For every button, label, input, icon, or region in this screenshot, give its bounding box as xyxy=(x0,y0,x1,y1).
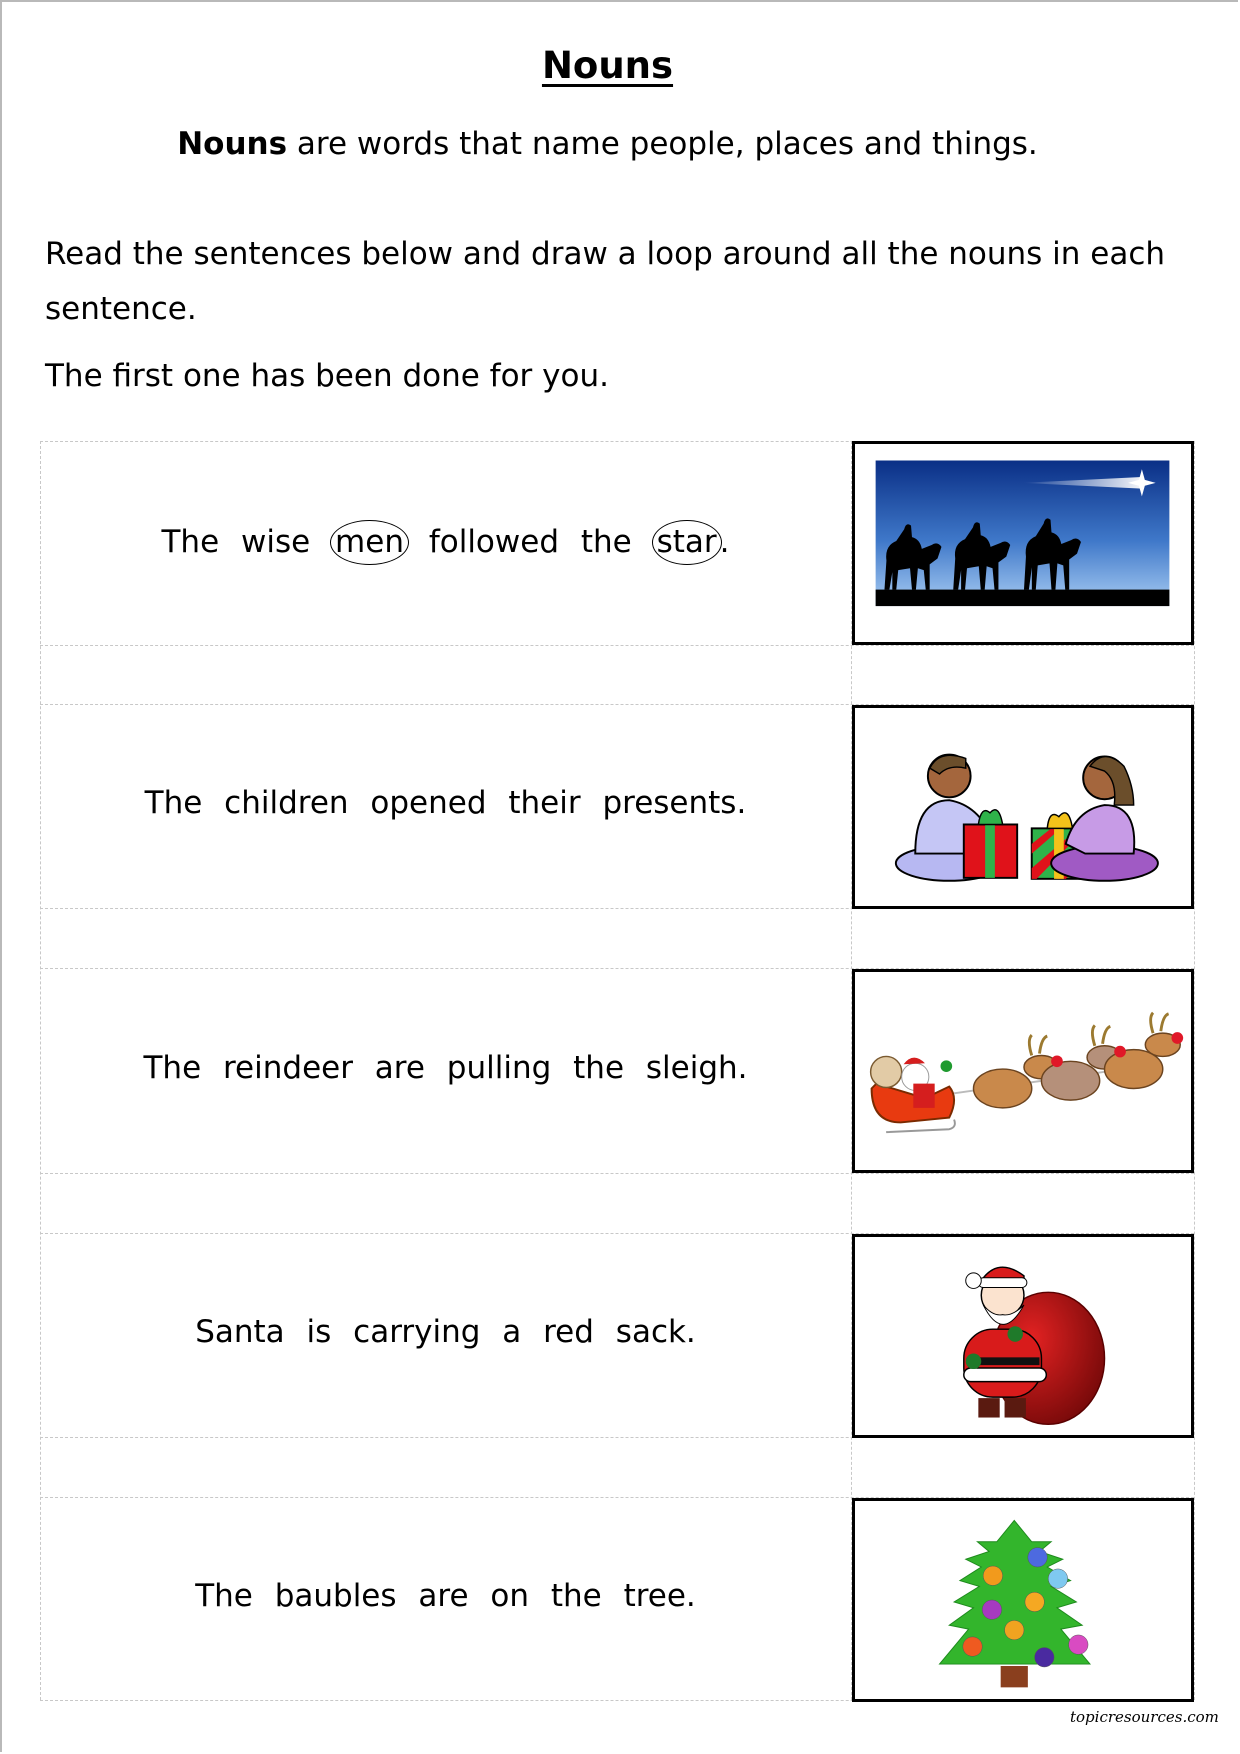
grid-line xyxy=(40,1173,1194,1174)
sentence-word: followed the xyxy=(406,524,654,560)
sentence-1 xyxy=(40,520,851,565)
instruction-line-1: Read the sentences below and draw a loop around all the nouns in each xyxy=(45,236,1166,272)
children-opening-presents-icon xyxy=(852,705,1194,909)
sentence-word: The wise xyxy=(161,524,333,560)
definition-term: Nouns xyxy=(177,126,288,162)
sentence-4: Santa is carrying a red sack. xyxy=(195,1314,696,1350)
santa-sleigh-reindeer-icon xyxy=(852,969,1194,1173)
definition-text: are words that name people, places and things. xyxy=(287,126,1038,162)
santa-with-sack-icon xyxy=(852,1234,1194,1438)
grid-line xyxy=(40,645,1194,646)
looped-noun: men xyxy=(330,520,409,565)
wise-men-camels-star-icon xyxy=(852,441,1194,645)
sentence-word: . xyxy=(719,524,730,560)
instruction-line-2: sentence. xyxy=(45,291,197,327)
sentence-2: The children opened their presents. xyxy=(144,785,747,821)
noun-definition xyxy=(0,126,1215,162)
footer-credit: topicresources.com xyxy=(1070,1708,1219,1726)
page-title: Nouns xyxy=(541,44,674,87)
sentence-5: The baubles are on the tree. xyxy=(195,1578,696,1614)
grid-line xyxy=(1194,441,1195,1700)
sentence-3: The reindeer are pulling the sleigh. xyxy=(143,1050,748,1086)
instruction-line-3: The first one has been done for you. xyxy=(45,358,609,394)
christmas-tree-baubles-icon xyxy=(852,1498,1194,1702)
looped-noun: star xyxy=(652,520,722,565)
